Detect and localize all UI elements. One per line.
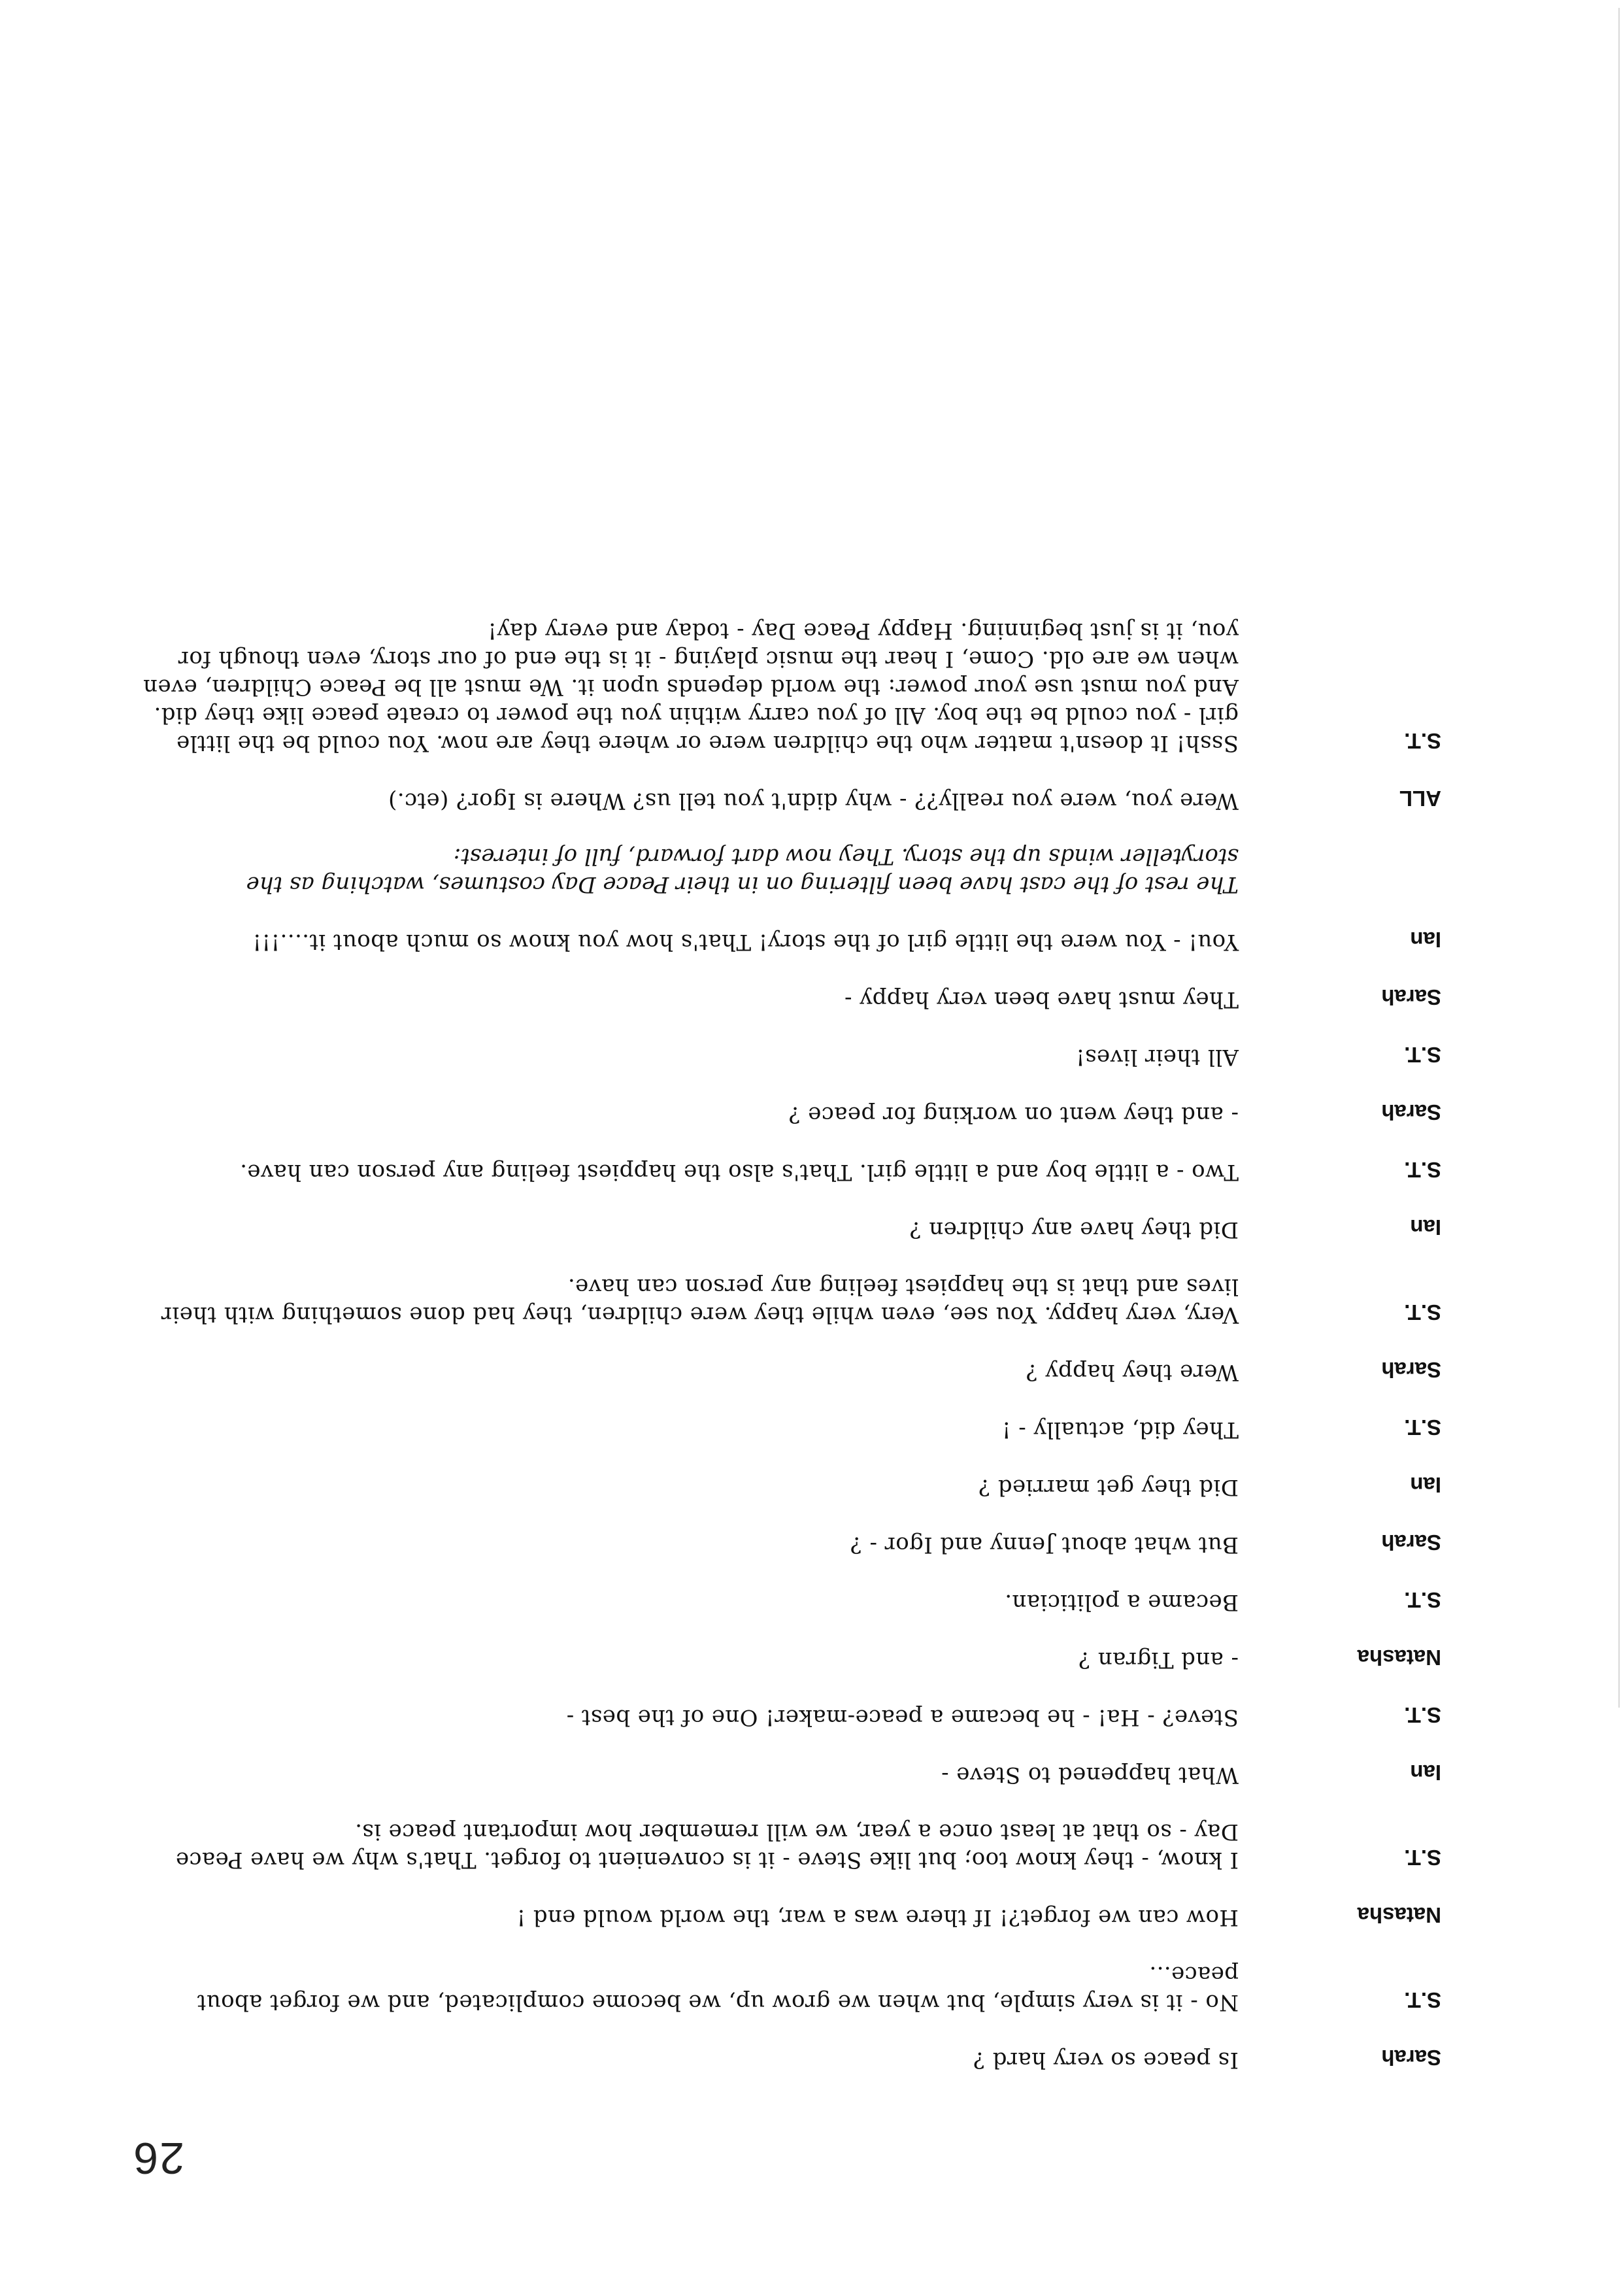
dialogue-entry bbox=[134, 1760, 1441, 1789]
dialogue-entry bbox=[134, 1415, 1441, 1443]
dialogue-entry bbox=[134, 616, 1441, 757]
dialogue-entry bbox=[134, 2045, 1441, 2074]
dialogue-text: Did they have any children ? bbox=[909, 1217, 1239, 1243]
scan-edge-shadow bbox=[1618, 8, 1620, 1708]
dialogue-entry bbox=[134, 1472, 1441, 1501]
dialogue-text: Became a politician. bbox=[1004, 1589, 1239, 1615]
speaker-name: S.T. bbox=[1404, 1300, 1441, 1325]
speaker-name: Sarah bbox=[1381, 985, 1441, 1009]
stage-direction: The rest of the cast have been filtering on in their Peace Day costumes, watching as the storyteller winds up the story. They now dart forward, full of interest: bbox=[246, 843, 1239, 898]
dialogue-entry bbox=[134, 1357, 1441, 1386]
dialogue-entry bbox=[134, 985, 1441, 1013]
speaker-name: S.T. bbox=[1404, 1043, 1441, 1067]
dialogue-text: Sssh! It doesn't matter who the children were or where they are now. You could be the little girl - you could be the boy. All of you carry within you the power to create peace like they did. And you must use your power: the world depends upon it. We must all be Peace Children, even when we are old. Come, I hear the music playing - it is the end of our story, even though for you, it is just beginning. Happy Peace Day - today and every day! bbox=[142, 618, 1239, 756]
dialogue-text: But what about Jenny and Igor - ? bbox=[850, 1532, 1239, 1558]
dialogue-text: What happened to Steve - bbox=[941, 1762, 1239, 1788]
dialogue-entry bbox=[134, 927, 1441, 956]
dialogue-entry bbox=[134, 1215, 1441, 1243]
speaker-name: Sarah bbox=[1381, 2046, 1441, 2070]
dialogue-entry bbox=[134, 1817, 1441, 1874]
dialogue-text: No - it is very simple, but when we grow up, we become complicated, and we forget about peace... bbox=[197, 1961, 1239, 2016]
dialogue-entry bbox=[134, 1272, 1441, 1328]
speaker-name: Natasha bbox=[1357, 1646, 1441, 1670]
dialogue-text: - and they went on working for peace ? bbox=[788, 1102, 1239, 1128]
speaker-name: S.T. bbox=[1404, 1588, 1441, 1612]
speaker-name: Ian bbox=[1410, 1215, 1441, 1240]
dialogue-entry bbox=[134, 1100, 1441, 1128]
speaker-name: Natasha bbox=[1357, 1903, 1441, 1927]
dialogue-text: Were you, were you really?? - why didn't you tell us? Where is Igor? (etc.) bbox=[388, 788, 1239, 814]
dialogue-entry bbox=[134, 1157, 1441, 1186]
speaker-name: S.T. bbox=[1404, 1703, 1441, 1727]
script-body bbox=[134, 588, 1441, 2074]
speaker-name: Ian bbox=[1410, 1761, 1441, 1785]
speaker-name: Sarah bbox=[1381, 1100, 1441, 1124]
dialogue-text: Two - a little boy and a little girl. That's also the happiest feeling any person can have. bbox=[239, 1159, 1239, 1185]
speaker-name: Ian bbox=[1410, 928, 1441, 952]
speaker-name: Sarah bbox=[1381, 1530, 1441, 1555]
speaker-name: S.T. bbox=[1404, 1846, 1441, 1870]
dialogue-text: They did, actually - ! bbox=[1001, 1417, 1239, 1443]
dialogue-entry bbox=[134, 1702, 1441, 1731]
dialogue-text: Is peace so very hard ? bbox=[973, 2047, 1239, 2073]
dialogue-entry bbox=[134, 786, 1441, 815]
page-number: 26 bbox=[132, 2133, 184, 2183]
dialogue-entry bbox=[134, 1902, 1441, 1931]
dialogue-entry bbox=[134, 1042, 1441, 1071]
speaker-name: Sarah bbox=[1381, 1358, 1441, 1382]
dialogue-text: I know, - they know too; but like Steve - it is convenient to forget. That's why we have Peace Day - so that at least once a year, we will remember how important peace is. bbox=[175, 1819, 1239, 1873]
speaker-name: Ian bbox=[1410, 1473, 1441, 1497]
dialogue-text: How can we forget?! If there was a war, the world would end ! bbox=[516, 1904, 1239, 1931]
speaker-name: ALL bbox=[1399, 786, 1441, 811]
dialogue-text: You! - You were the little girl of the story! That's how you know so much about it....!!! bbox=[252, 929, 1239, 955]
dialogue-text: All their lives! bbox=[1075, 1044, 1239, 1070]
dialogue-text: Were they happy ? bbox=[1026, 1359, 1239, 1385]
speaker-name: S.T. bbox=[1404, 1158, 1441, 1182]
dialogue-text: Steve? - Ha! - he became a peace-maker! One of the best - bbox=[566, 1704, 1239, 1730]
dialogue-entry bbox=[134, 1530, 1441, 1559]
dialogue-entry bbox=[134, 1645, 1441, 1674]
dialogue-text: - and Tigran ? bbox=[1078, 1647, 1239, 1673]
speaker-name: S.T. bbox=[1404, 729, 1441, 753]
dialogue-text: They must have been very happy - bbox=[844, 987, 1239, 1013]
dialogue-entry bbox=[134, 1960, 1441, 2016]
speaker-name: S.T. bbox=[1404, 1415, 1441, 1440]
speaker-name: S.T. bbox=[1404, 1988, 1441, 2012]
dialogue-text: Did they get married ? bbox=[978, 1474, 1239, 1500]
dialogue-text: Very, very happy. You see, even while they were children, they had done something with their lives and that is the happiest feeling any person can have. bbox=[161, 1274, 1239, 1328]
dialogue-entry bbox=[134, 1587, 1441, 1616]
